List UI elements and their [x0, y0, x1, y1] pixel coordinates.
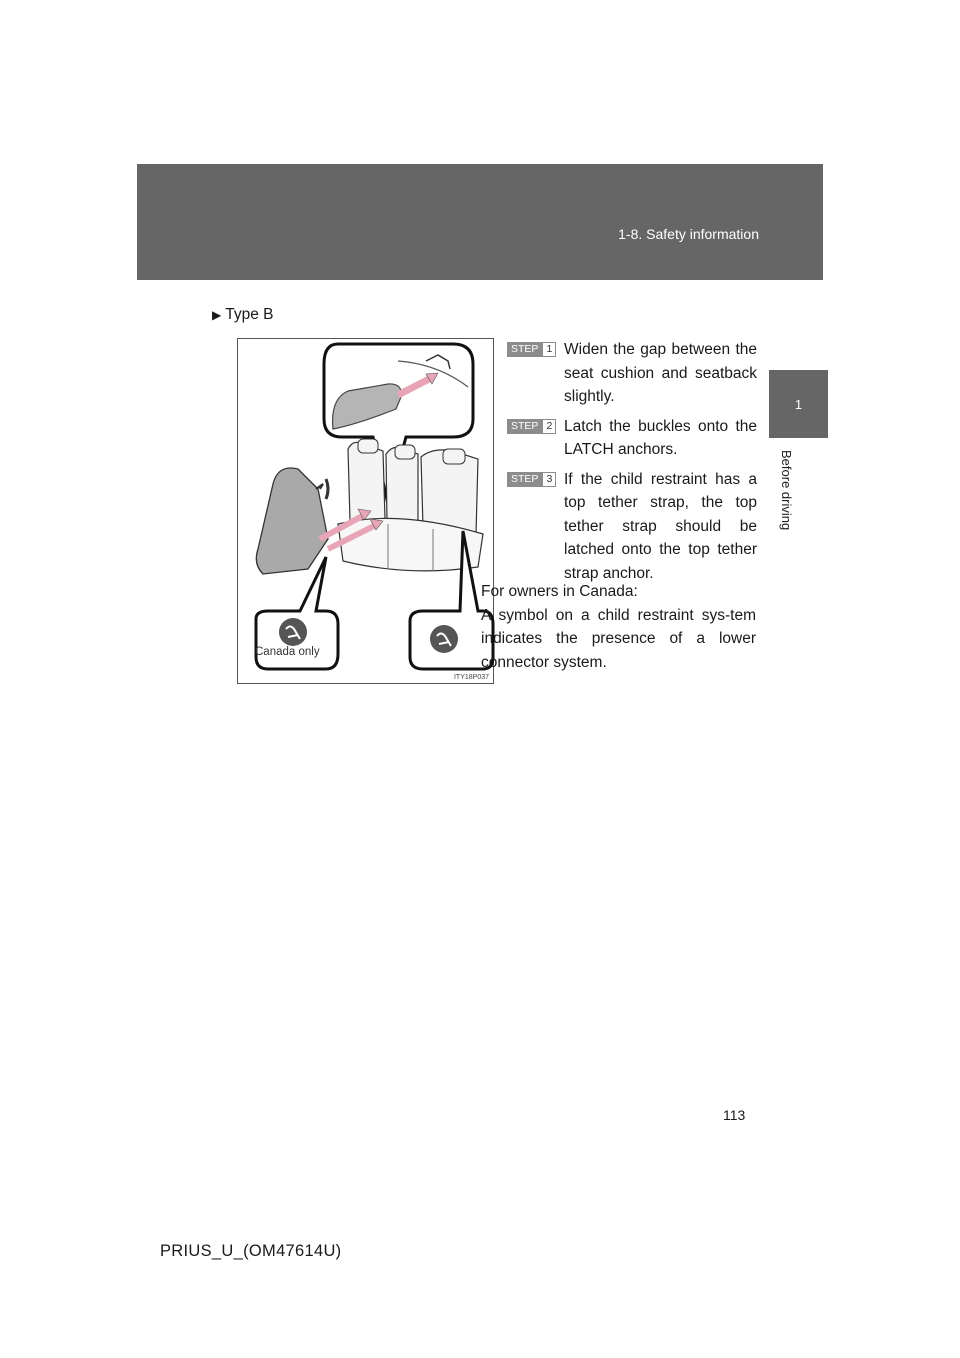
child-seat-strap: [316, 484, 323, 489]
triangle-bullet-icon: ▶: [212, 308, 222, 322]
section-title: 1-8. Safety information: [618, 226, 759, 242]
step-1-badge-number: 1: [542, 342, 556, 357]
seat-diagram: [238, 339, 495, 685]
step-3-badge-label: STEP: [507, 472, 542, 487]
chapter-number: 1: [794, 396, 803, 412]
step-1-text: Widen the gap between the seat cushion and seatback slightly.: [564, 341, 757, 405]
headrest-right: [443, 449, 465, 464]
step-1: [507, 338, 757, 409]
page-number: 113: [723, 1107, 746, 1123]
header-bar: [137, 164, 823, 280]
tether-hook: [326, 479, 328, 499]
type-heading-text: Type B: [225, 306, 274, 323]
canada-only-label: Canada only: [255, 646, 320, 658]
step-2: [507, 415, 757, 462]
step-1-badge-label: STEP: [507, 342, 542, 357]
headrest-center: [395, 445, 415, 459]
lower-connector-symbol-left: [279, 618, 307, 646]
step-3-text: If the child restraint has a top tether strap, the top tether strap should be latched onto the top tether strap anchor.: [564, 470, 757, 582]
step-2-badge-number: 2: [542, 419, 556, 434]
step-2-badge: [507, 419, 556, 434]
canada-note-intro: For owners in Canada:: [481, 583, 638, 600]
step-2-badge-label: STEP: [507, 419, 542, 434]
canada-note-body: A symbol on a child restraint sys-tem indicates the presence of a lower connector system.: [481, 606, 756, 671]
step-1-badge: [507, 342, 556, 357]
step-3: [507, 468, 757, 586]
type-heading: [212, 306, 273, 324]
steps-list: [507, 338, 757, 591]
chapter-tab: [769, 370, 828, 438]
figure-code: ITY18P037: [453, 674, 489, 681]
child-seat: [256, 468, 328, 574]
headrest-left: [358, 439, 378, 453]
footer-code: PRIUS_U_(OM47614U): [160, 1242, 342, 1260]
child-seat-illustration: [237, 338, 494, 684]
lower-connector-symbol-right: [430, 625, 458, 653]
chapter-label: Before driving: [779, 450, 794, 531]
step-3-badge: [507, 472, 556, 487]
step-2-text: Latch the buckles onto the LATCH anchors.: [564, 417, 757, 458]
seatback-left: [348, 442, 385, 521]
step-3-badge-number: 3: [542, 472, 556, 487]
canada-note: [481, 580, 756, 674]
